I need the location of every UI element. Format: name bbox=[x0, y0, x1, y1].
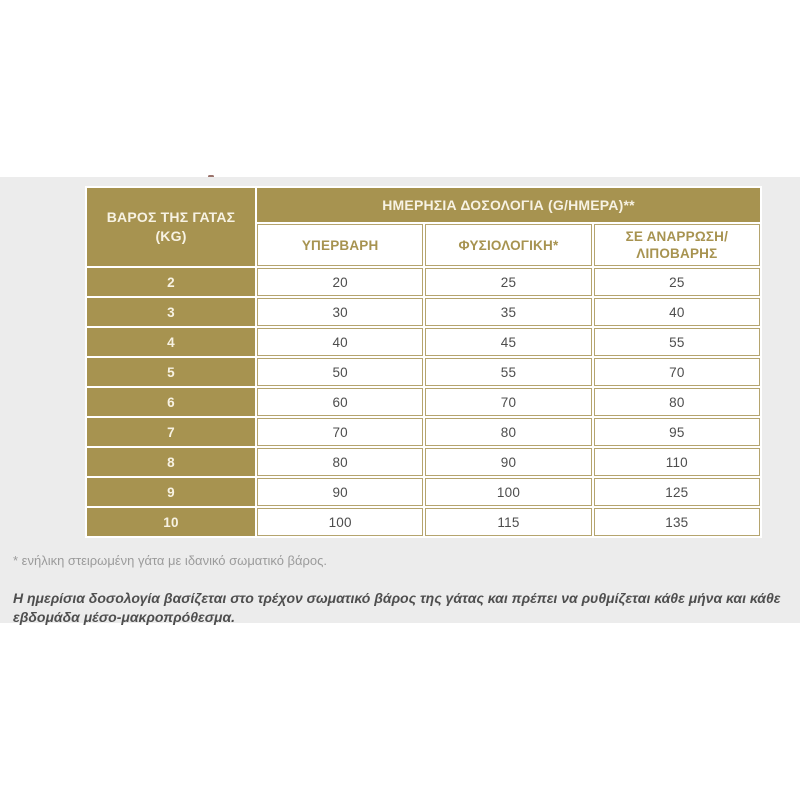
value-cell: 60 bbox=[257, 388, 423, 416]
column-header-recovery-underweight: ΣΕ ΑΝΑΡΡΩΣΗ/ ΛΙΠΟΒΑΡΗΣ bbox=[594, 224, 760, 266]
footnote-ideal-weight: * ενήλικη στειρωμένη γάτα με ιδανικό σωματικό βάρος. bbox=[13, 553, 328, 568]
weight-cell: 3 bbox=[87, 298, 255, 326]
value-cell: 80 bbox=[257, 448, 423, 476]
weight-cell: 10 bbox=[87, 508, 255, 536]
value-cell: 55 bbox=[594, 328, 760, 356]
value-cell: 50 bbox=[257, 358, 423, 386]
value-cell: 135 bbox=[594, 508, 760, 536]
value-cell: 90 bbox=[425, 448, 591, 476]
table-row bbox=[87, 448, 760, 476]
column-header-normal: ΦΥΣΙΟΛΟΓΙΚΗ* bbox=[425, 224, 591, 266]
table-row bbox=[87, 268, 760, 296]
value-cell: 100 bbox=[257, 508, 423, 536]
value-cell: 70 bbox=[425, 388, 591, 416]
table-row bbox=[87, 508, 760, 536]
value-cell: 40 bbox=[257, 328, 423, 356]
value-cell: 90 bbox=[257, 478, 423, 506]
value-cell: 70 bbox=[594, 358, 760, 386]
table-row bbox=[87, 328, 760, 356]
value-cell: 95 bbox=[594, 418, 760, 446]
footnote-daily-dosage: Η ημερίσια δοσολογία βασίζεται στο τρέχον σωματικό βάρος της γάτας και πρέπει να ρυθμίζεται κάθε μήνα και κάθε εβδομάδα μέσο-μακροπρόθεσμα. bbox=[13, 590, 781, 625]
daily-dosage-header: ΗΜΕΡΗΣΙΑ ΔΟΣΟΛΟΓΙΑ (G/ΗΜΕΡΑ)** bbox=[257, 188, 760, 222]
value-cell: 45 bbox=[425, 328, 591, 356]
weight-cell: 8 bbox=[87, 448, 255, 476]
table-row bbox=[87, 388, 760, 416]
weight-cell: 4 bbox=[87, 328, 255, 356]
table-row bbox=[87, 358, 760, 386]
value-cell: 35 bbox=[425, 298, 591, 326]
value-cell: 55 bbox=[425, 358, 591, 386]
weight-cell: 6 bbox=[87, 388, 255, 416]
cat-weight-header: ΒΑΡΟΣ ΤΗΣ ΓΑΤΑΣ (KG) bbox=[87, 188, 255, 266]
daily-dosage-table bbox=[85, 186, 762, 538]
value-cell: 110 bbox=[594, 448, 760, 476]
value-cell: 70 bbox=[257, 418, 423, 446]
weight-cell: 2 bbox=[87, 268, 255, 296]
value-cell: 20 bbox=[257, 268, 423, 296]
value-cell: 30 bbox=[257, 298, 423, 326]
column-header-overweight: ΥΠΕΡΒΑΡΗ bbox=[257, 224, 423, 266]
value-cell: 115 bbox=[425, 508, 591, 536]
value-cell: 100 bbox=[425, 478, 591, 506]
value-cell: 80 bbox=[594, 388, 760, 416]
weight-cell: 7 bbox=[87, 418, 255, 446]
value-cell: 25 bbox=[594, 268, 760, 296]
weight-cell: 9 bbox=[87, 478, 255, 506]
value-cell: 40 bbox=[594, 298, 760, 326]
dosage-section bbox=[0, 177, 800, 623]
table-header-row-top bbox=[87, 188, 760, 222]
table-row bbox=[87, 418, 760, 446]
weight-cell: 5 bbox=[87, 358, 255, 386]
value-cell: 80 bbox=[425, 418, 591, 446]
table-row bbox=[87, 298, 760, 326]
table-row bbox=[87, 478, 760, 506]
value-cell: 25 bbox=[425, 268, 591, 296]
value-cell: 125 bbox=[594, 478, 760, 506]
